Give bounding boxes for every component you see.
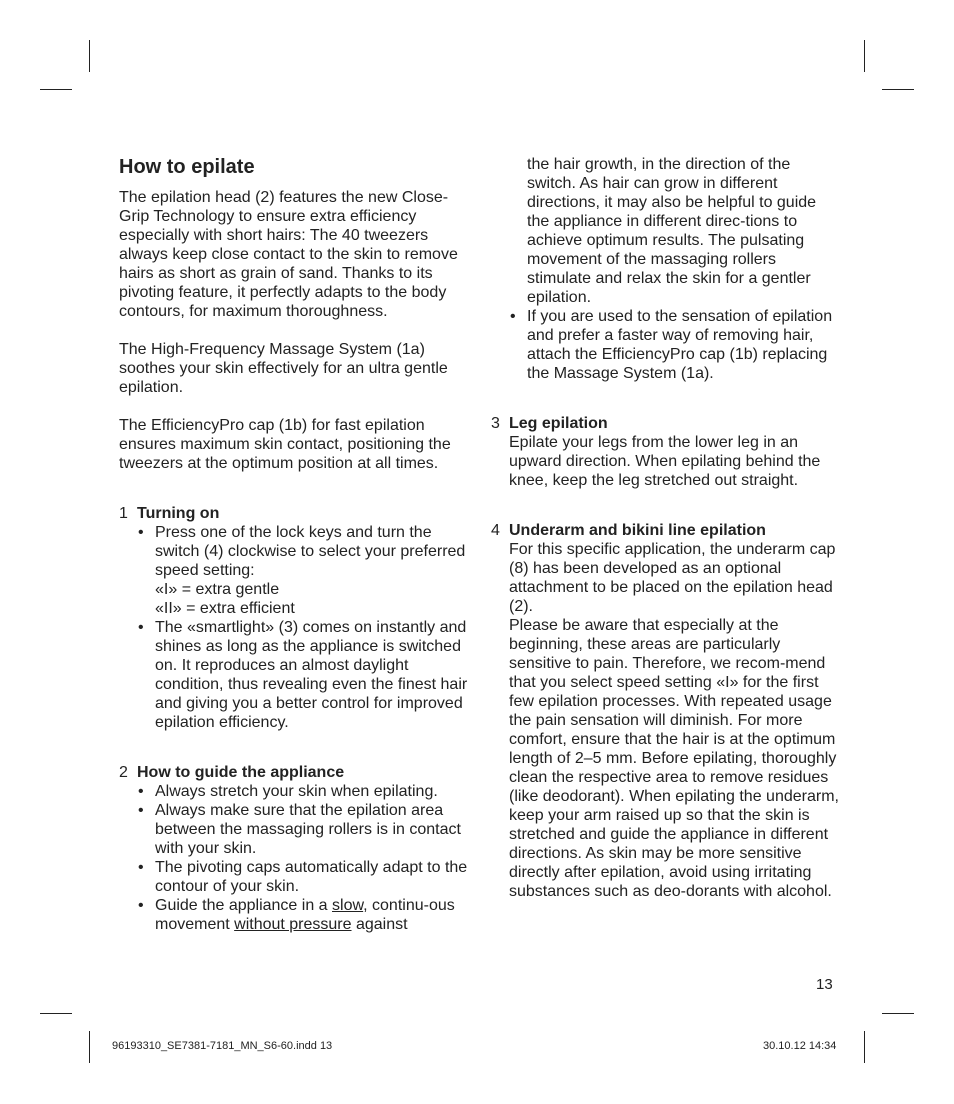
intro-paragraph: The High-Frequency Massage System (1a) soothes your skin effectively for an ultra gentle epilation. (119, 341, 448, 396)
list-item: • Always stretch your skin when epilating. (155, 782, 469, 801)
list-item (155, 523, 469, 618)
footer-date: 30.10.12 14:34 (763, 1040, 837, 1052)
section-number: 1 (119, 505, 128, 522)
intro-paragraph: The EfficiencyPro cap (1b) for fast epilation ensures maximum skin contact, positioning the tweezers at the optimum position at all times. (119, 417, 451, 472)
section-title: Turning on (137, 505, 220, 522)
speed-setting-line: «I» = extra gentle (155, 581, 280, 598)
section-title: Underarm and bikini line epilation (509, 522, 766, 539)
section-number: 4 (491, 522, 500, 539)
underlined-text: without pressure (234, 916, 352, 933)
list-item: • If you are used to the sensation of epilation and prefer a faster way of removing hair, attach the EfficiencyPro cap (1b) replacing the Massage System (1a). (527, 307, 841, 383)
crop-mark (882, 89, 914, 90)
section-body: Epilate your legs from the lower leg in an upward direction. When epilating behind the knee, keep the leg stretched out straight. (509, 434, 821, 489)
section-heading-underarm (491, 521, 841, 540)
crop-mark (89, 40, 90, 72)
crop-mark (89, 1031, 90, 1063)
bullet-list (119, 523, 469, 732)
text-run: against (351, 916, 408, 933)
page-number: 13 (816, 976, 833, 993)
page-title: How to epilate (119, 156, 255, 178)
speed-setting-line: «II» = extra efficient (155, 600, 295, 617)
section-heading-guide (119, 763, 469, 782)
intro-paragraph: The epilation head (2) features the new Close-Grip Technology to ensure extra efficiency especially with short hairs: The 40 tweezers always keep close contact to the skin to remove hairs as short as grain of sand. Thanks to its pivoting feature, it perfectly adapts to the body contours, for maximum thoroughness. (119, 189, 458, 320)
section-title: Leg epilation (509, 415, 608, 432)
crop-mark (40, 1013, 72, 1014)
list-item-text: Press one of the lock keys and turn the switch (4) clockwise to select your preferred speed setting: (155, 524, 466, 579)
right-column (491, 155, 841, 901)
text-run: , continu-ous movement (155, 897, 455, 933)
crop-mark (864, 40, 865, 72)
bullet-list (119, 782, 469, 934)
crop-mark (864, 1031, 865, 1063)
section-body: Please be aware that especially at the beginning, these areas are particularly sensitive to pain. Therefore, we recom-mend that you select speed setting «I» for the first few epilation processes. With repeated usage the pain sensation will diminish. For more comfort, ensure that the hair is at the optimum length of 2–5 mm. Before epilating, thoroughly clean the respective area to remove residues (like deodorant). When epilating the underarm, keep your arm raised up so that the skin is stretched and guide the appliance in different directions. As skin may be more sensitive directly after epilation, avoid using irritating substances such as deo-dorants with alcohol. (509, 617, 839, 900)
crop-mark (882, 1013, 914, 1014)
left-column (119, 155, 469, 934)
crop-mark (40, 89, 72, 90)
underlined-text: slow (332, 897, 364, 914)
continued-text: the hair growth, in the direction of the switch. As hair can grow in different directions, it may also be helpful to guide the appliance in different direc-tions to achieve optimum results. The pulsating movement of the massaging rollers stimulate and relax the skin for a gentler epilation. (527, 156, 817, 306)
section-number: 3 (491, 415, 500, 432)
list-item: • The pivoting caps automatically adapt to the contour of your skin. (155, 858, 469, 896)
section-number: 2 (119, 764, 128, 781)
list-item: • Always make sure that the epilation area between the massaging rollers is in contact with your skin. (155, 801, 469, 858)
list-item: • The «smartlight» (3) comes on instantly and shines as long as the appliance is switched on. It reproduces an almost daylight condition, thus revealing even the finest hair and giving you a better control for improved epilation efficiency. (155, 618, 469, 732)
text-run: Guide the appliance in a (155, 897, 333, 914)
list-item (155, 896, 469, 934)
section-heading-turning-on (119, 504, 469, 523)
bullet-list (491, 307, 841, 383)
footer-filename: 96193310_SE7381-7181_MN_S6-60.indd 13 (112, 1040, 333, 1052)
section-heading-leg (491, 414, 841, 433)
section-body: For this specific application, the underarm cap (8) has been developed as an optional attachment to be placed on the epilation head (2). (509, 541, 836, 615)
section-title: How to guide the appliance (137, 764, 345, 781)
